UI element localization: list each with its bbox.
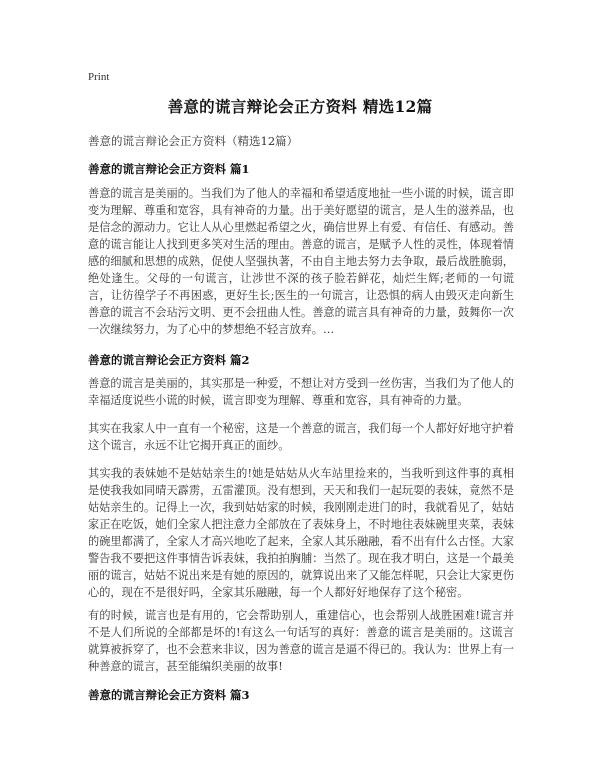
section-heading-3: 善意的谎言辩论会正方资料 篇3: [88, 688, 250, 702]
document-subtitle: 善意的谎言辩论会正方资料（精选12篇）: [88, 134, 299, 148]
section-2-paragraph-2: 其实在我家人中一直有一个秘密，这是一个善意的谎言，我们每一个人都好好地守护着这个谎言，永远不让它揭开真正的面纱。: [88, 422, 514, 452]
section-heading-2: 善意的谎言辩论会正方资料 篇2: [88, 353, 250, 367]
section-2-paragraph-3: 其实我的表妹她不是姑姑亲生的!她是姑姑从火车站里捡来的，当我听到这件事的真相是使我我如同晴天霹雳，五雷灌顶。没有想到，天天和我们一起玩耍的表妹，竟然不是姑姑亲生的。记得上一次，我到姑姑家的时候，我刚刚走进门的时，我就看见了，姑姑家正在吃饭，她们全家人把注意力全部放在了表妹身上，不时地往表妹碗里夹菜，表妹的碗里都满了，全家人才高兴地吃了起来，全家人其乐融融，看不出有什么古怪。大家警告我不要把这件事情告诉表妹，我拍拍胸脯：当然了。现在我才明白，这是一个最美丽的谎言，姑姑不说出来是有她的原因的，就算说出来了又能怎样呢，只会让大家更伤心的，现在不是很好吗，全家其乐融融，每一个人都好好地保存了这个秘密。: [88, 467, 514, 599]
section-1-paragraph-1: 善意的谎言是美丽的。当我们为了他人的幸福和希望适度地扯一些小谎的时候，谎言即变为理解、尊重和宽容，具有神奇的力量。出于美好愿望的谎言，是人生的滋养品，也是信念的源动力。它让人从心里燃起希望之火，确信世界上有爱、有信任、有感动。善意的谎言能让人找到更多笑对生活的理由。善意的谎言，是赋予人性的灵性，体现着情感的细腻和思想的成熟，促使人坚强执著，不由自主地去努力去争取，最后战胜脆弱，绝处逢生。父母的一句谎言，让涉世不深的孩子脸若鲜花，灿烂生辉;老师的一句谎言，让彷徨学子不再困惑，更好生长;医生的一句谎言，让恐惧的病人由毁灭走向新生 善意的谎言不会玷污文明、更不会扭曲人性。善意的谎言具有神奇的力量，鼓舞你一次一次继续努力，为了心中的梦想绝不轻言放弃。…: [88, 187, 514, 336]
section-2-paragraph-4: 有的时候，谎言也是有用的，它会帮助别人，重建信心，也会帮别人战胜困难!谎言并不是人们所说的全部都是坏的!有这么一句话写的真好：善意的谎言是美丽的。这谎言就算被拆穿了，也不会惹来非议，因为善意的谎言是逼不得已的。我认为：世界上有一种善意的谎言，甚至能编织美丽的故事!: [88, 609, 514, 673]
page-title: 善意的谎言辩论会正方资料 精选12篇: [167, 97, 433, 116]
section-2-paragraph-1: 善意的谎言是美丽的，其实那是一种爱，不想让对方受到一丝伤害，当我们为了他人的幸福适度说些小谎的时候，谎言即变为理解、尊重和宽容，具有神奇的力量。: [88, 377, 514, 407]
print-label[interactable]: Print: [88, 71, 110, 83]
section-heading-1: 善意的谎言辩论会正方资料 篇1: [88, 162, 250, 176]
